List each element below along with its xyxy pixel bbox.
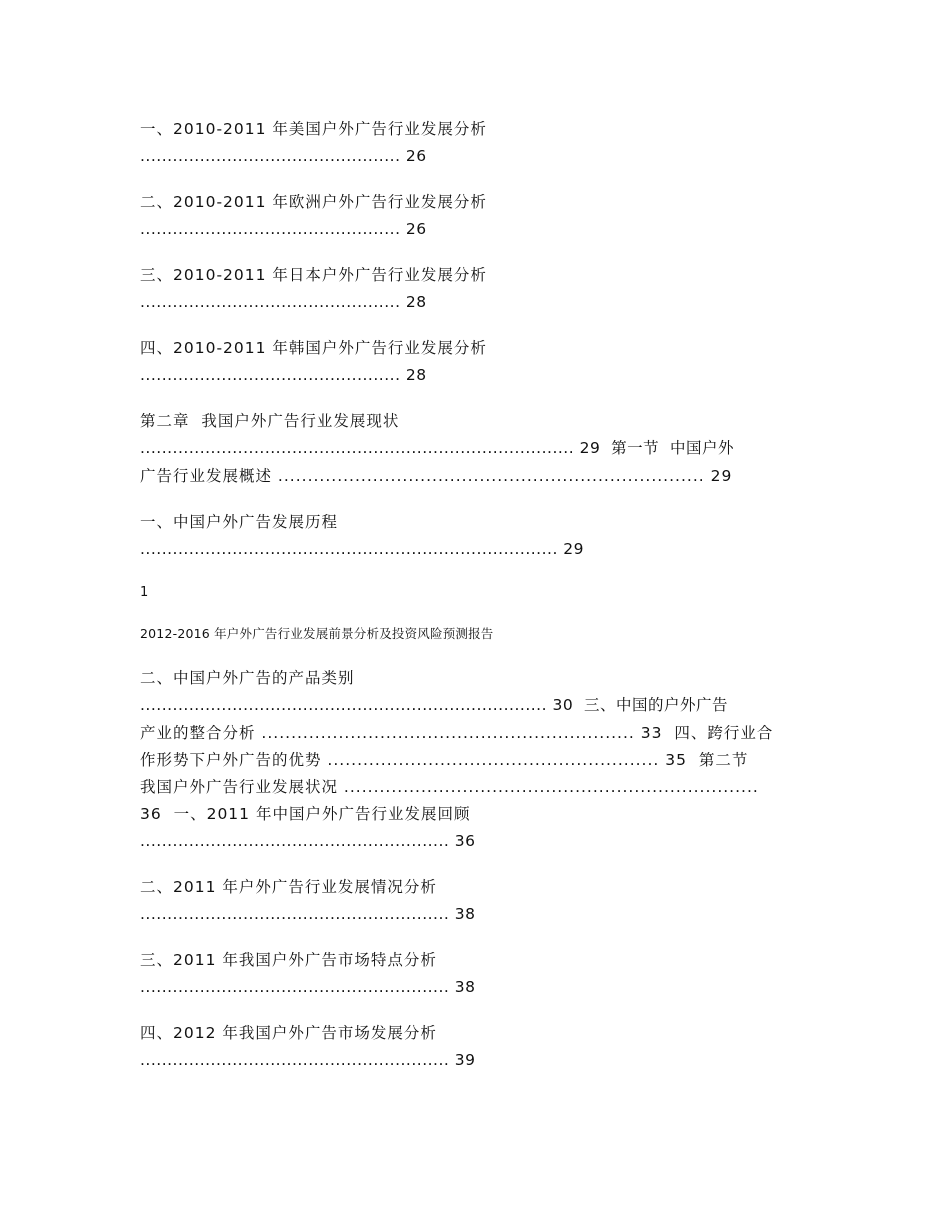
toc-entry-china-history: 一、中国户外广告发展历程 [140,513,339,531]
toc-leader-dots: ......................................................... 38 [140,978,476,996]
toc-leader-dots: ................................................ 26 [140,147,427,165]
page-number: 1 [140,585,149,600]
toc-entry-cross-industry: 作形势下户外广告的优势 ........................................................ 35 第二节 [140,751,749,769]
toc-entry-integration-analysis: 产业的整合分析 ............................................................... 33 四、跨行业合 [140,724,774,742]
toc-entry-2011-market-features: 三、2011 年我国户外广告市场特点分析 [140,951,437,969]
running-header: 2012-2016 年户外广告行业发展前景分析及投资风险预测报告 [140,626,494,641]
toc-leader-dots: ................................................ 28 [140,366,427,384]
toc-entry-us-outdoor-ad: 一、2010-2011 年美国户外广告行业发展分析 [140,120,487,138]
toc-entry-japan-outdoor-ad: 三、2010-2011 年日本户外广告行业发展分析 [140,266,487,284]
toc-entry-2012-market-development: 四、2012 年我国户外广告市场发展分析 [140,1024,437,1042]
toc-leader-dots: ......................................................... 36 [140,832,476,850]
toc-section-development-status: 我国户外广告行业发展状况 ...................................................................... [140,778,759,796]
toc-leader-dots: ................................................ 28 [140,293,427,311]
toc-leader-dots: ......................................................... 38 [140,905,476,923]
toc-leader-dots-with-section: ................................................................................ 29 第一节 中国户外 [140,439,735,457]
toc-leader-dots: ............................................................................. 29 [140,540,585,558]
toc-chapter-2-heading: 第二章 我国户外广告行业发展现状 [140,412,400,430]
toc-leader-dots-with-entry: ........................................................................... 30 三、中国的户外广告 [140,696,729,714]
toc-entry-korea-outdoor-ad: 四、2010-2011 年韩国户外广告行业发展分析 [140,339,487,357]
toc-entry-2011-review: 36 一、2011 年中国户外广告行业发展回顾 [140,805,471,823]
toc-leader-dots: ................................................ 26 [140,220,427,238]
toc-entry-2011-situation: 二、2011 年户外广告行业发展情况分析 [140,878,437,896]
toc-leader-dots: ......................................................... 39 [140,1051,476,1069]
toc-entry-europe-outdoor-ad: 二、2010-2011 年欧洲户外广告行业发展分析 [140,193,487,211]
toc-section-overview: 广告行业发展概述 ........................................................................ 29 [140,467,733,485]
toc-entry-product-categories: 二、中国户外广告的产品类别 [140,669,355,687]
